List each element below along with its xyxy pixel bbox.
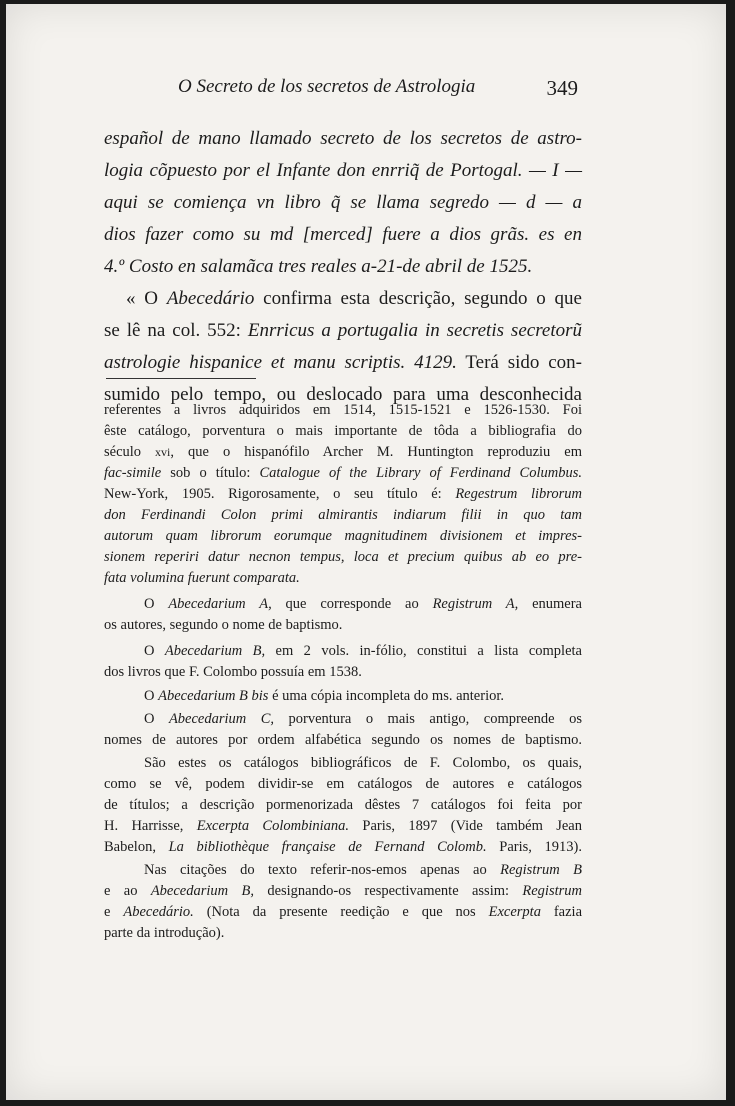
note-line: autorum quam librorum eorumque magnitudinem divisionem et impres- [104, 528, 582, 544]
footnote-divider [106, 378, 256, 379]
note-line: Babelon, La bibliothèque française de Fernand Colomb. Paris, 1913). [104, 839, 582, 855]
text-line: « O Abecedário confirma esta descrição, segundo o que [126, 288, 582, 309]
note-line: sionem reperiri datur necnon tempus, loca et precium quibus ab eo pre- [104, 549, 582, 565]
note-line: de títulos; a descrição pormenorizada dêstes 7 catálogos foi feita por [104, 797, 582, 813]
note-line: O Abecedarium B, em 2 vols. in-fólio, constitui a lista completa [144, 643, 582, 659]
note-line: O Abecedarium B bis é uma cópia incompleta do ms. anterior. [144, 688, 505, 704]
book-page [6, 4, 726, 1100]
text-line: aqui se comiença vn libro q̃ se llama segredo — d — a [104, 192, 582, 213]
page-number: 349 [546, 76, 578, 100]
note-line: e Abecedário. (Nota da presente reedição e que nos Excerpta fazia [104, 904, 583, 920]
note-line: don Ferdinandi Colon primi almirantis indiarum filii in quo tam [104, 507, 582, 523]
note-line: referentes a livros adquiridos em 1514, 1515-1521 e 1526-1530. Foi [104, 402, 582, 418]
text-line: logia cõpuesto por el Infante don enrriq̃ de Portogal. — I — [104, 160, 582, 181]
note-line: século xvi, que o hispanófilo Archer M. Huntington reproduziu em [104, 444, 582, 460]
note-line: fac-simile sob o título: Catalogue of the Library of Ferdinand Columbus. [104, 465, 582, 481]
note-line: e ao Abecedarium B, designando-os respectivamente assim: Registrum [104, 883, 582, 899]
text-line: astrologie hispanice et manu scriptis. 4129. Terá sido con- [104, 352, 582, 373]
note-line: dos livros que F. Colombo possuía em 1538. [104, 664, 362, 680]
note-line: New-York, 1905. Rigorosamente, o seu título é: Regestrum librorum [104, 486, 583, 502]
note-line: nomes de autores por ordem alfabética segundo os nomes de baptismo. [104, 732, 582, 748]
note-line: os autores, segundo o nome de baptismo. [104, 617, 343, 633]
text-line: 4.º Costo en salamãca tres reales a-21-de abril de 1525. [104, 256, 533, 277]
note-line: fata volumina fuerunt comparata. [104, 570, 300, 586]
text-line: español de mano llamado secreto de los secretos de astro- [104, 128, 582, 149]
note-line: H. Harrisse, Excerpta Colombiniana. Paris, 1897 (Vide também Jean [104, 818, 582, 834]
note-line: êste catálogo, porventura o mais importante de tôda a bibliografia do [104, 423, 582, 439]
header-title: O Secreto de los secretos de Astrologia [178, 76, 476, 97]
text-line: se lê na col. 552: Enrricus a portugalia in secretis secretorũ [104, 320, 582, 341]
note-line: O Abecedarium C, porventura o mais antigo, compreende os [144, 711, 582, 727]
note-line: como se vê, podem dividir-se em catálogos de autores e catálogos [104, 776, 582, 792]
running-header [178, 76, 578, 98]
note-line: São estes os catálogos bibliográficos de F. Colombo, os quais, [144, 755, 582, 771]
note-line: parte da introdução). [104, 925, 225, 941]
note-line: O Abecedarium A, que corresponde ao Registrum A, enumera [144, 596, 582, 612]
note-line: Nas citações do texto referir-nos-emos apenas ao Registrum B [144, 862, 582, 878]
text-line: dios fazer como su md [merced] fuere a dios grãs. es en [104, 224, 582, 245]
text-line: sumido pelo tempo, ou deslocado para uma desconhecida [104, 384, 582, 405]
